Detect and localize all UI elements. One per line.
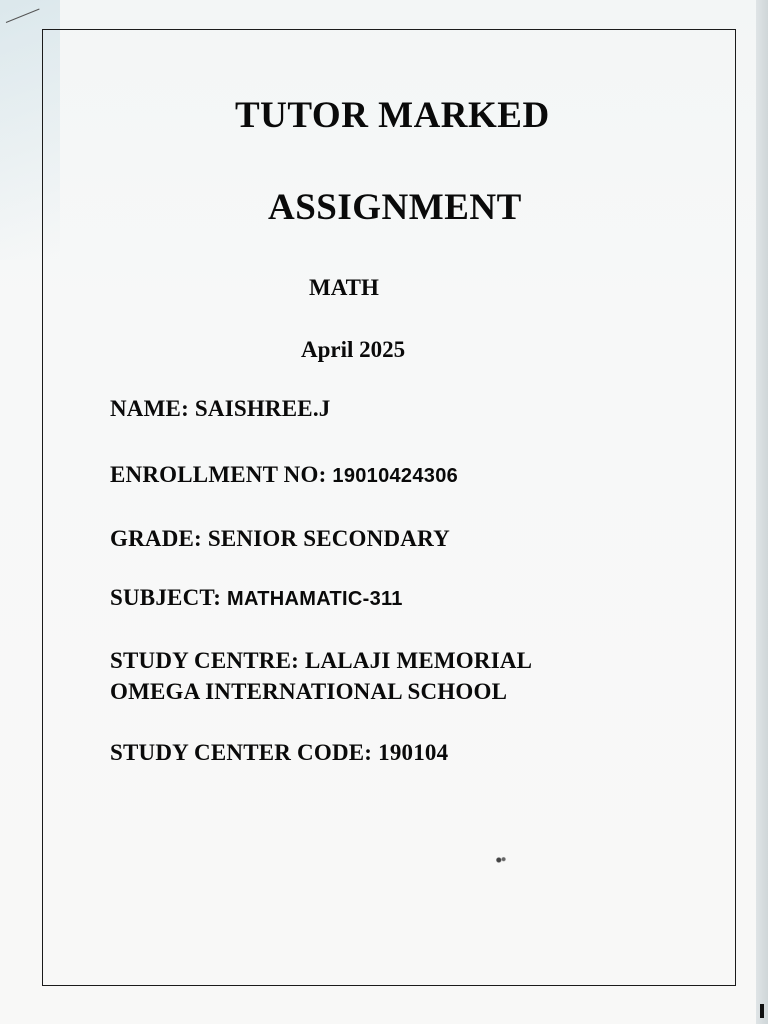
enrollment-label: ENROLLMENT NO: bbox=[110, 462, 327, 487]
study-centre-label: STUDY CENTRE: bbox=[110, 648, 299, 673]
title-line-2: ASSIGNMENT bbox=[268, 187, 522, 228]
study-centre-value-line1: LALAJI MEMORIAL bbox=[304, 648, 533, 673]
subject-heading: MATH bbox=[309, 275, 379, 300]
enrollment-value: 19010424306 bbox=[332, 465, 459, 487]
subject-value: MATHAMATIC-311 bbox=[227, 588, 403, 610]
title-line-1: TUTOR MARKED bbox=[235, 95, 550, 136]
name-field bbox=[110, 396, 330, 422]
study-center-code-label: STUDY CENTER CODE: bbox=[110, 740, 373, 765]
study-center-code-field bbox=[110, 740, 448, 766]
name-value: SAISHREE.J bbox=[194, 396, 331, 421]
study-centre-field bbox=[110, 648, 532, 674]
name-label: NAME: bbox=[110, 396, 189, 421]
grade-value: SENIOR SECONDARY bbox=[207, 526, 450, 551]
page-border bbox=[42, 29, 736, 986]
study-centre-value-line2: OMEGA INTERNATIONAL SCHOOL bbox=[110, 679, 508, 704]
paper-speck bbox=[494, 856, 506, 864]
enrollment-field bbox=[110, 462, 458, 488]
date-line: April 2025 bbox=[301, 337, 406, 362]
page-edge bbox=[756, 0, 768, 1024]
grade-field bbox=[110, 526, 450, 552]
study-center-code-value: 190104 bbox=[378, 740, 449, 765]
grade-label: GRADE: bbox=[110, 526, 202, 551]
subject-label: SUBJECT: bbox=[110, 585, 222, 610]
corner-mark bbox=[760, 1004, 764, 1018]
subject-field bbox=[110, 585, 403, 611]
